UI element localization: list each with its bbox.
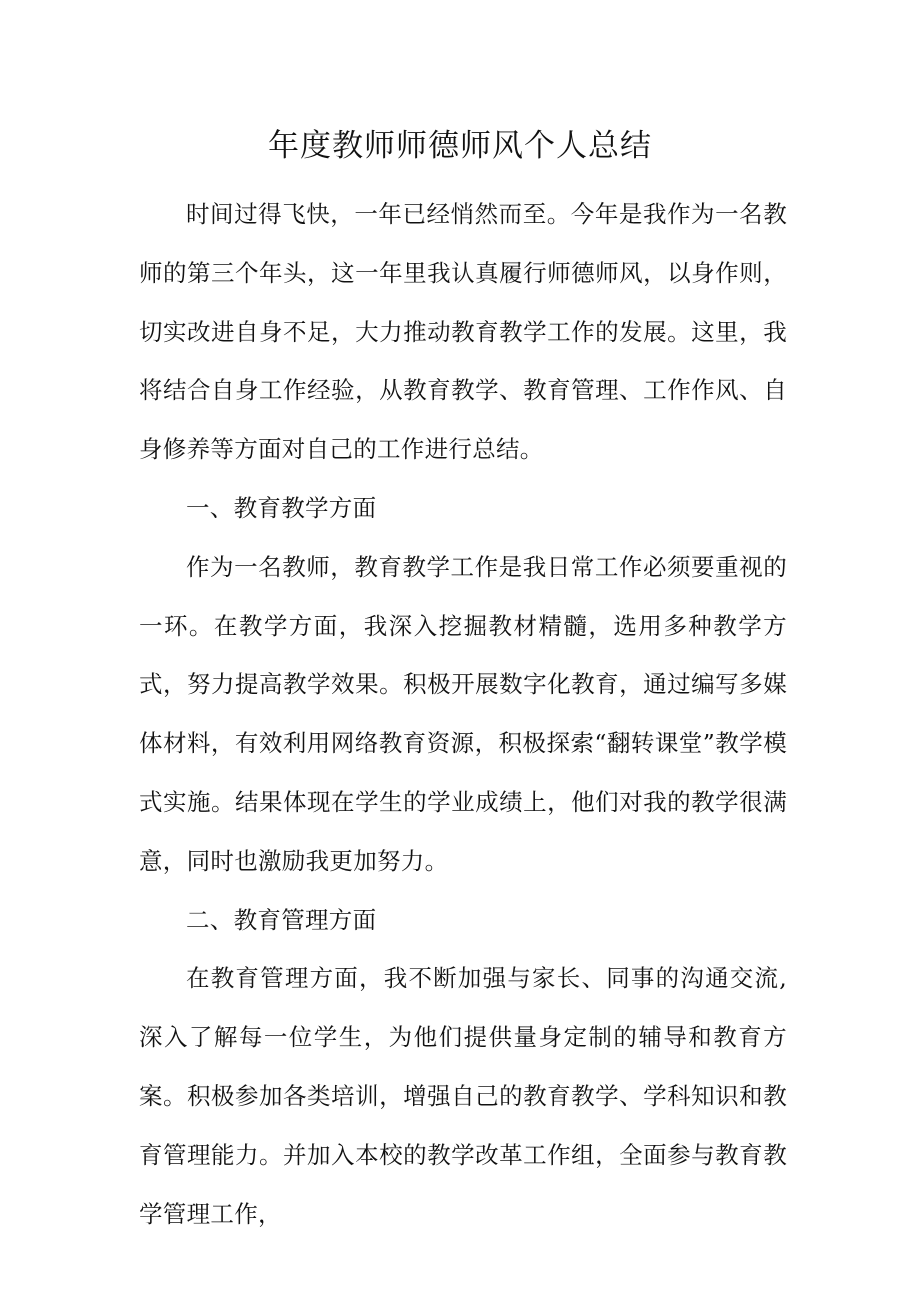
- intro-paragraph: 时间过得飞快，一年已经悄然而至。今年是我作为一名教师的第三个年头，这一年里我认真履行师德师风，以身作则，切实改进自身不足，大力推动教育教学工作的发展。这里，我将结合自身工作经验，从教育教学、教育管理、工作作风、自身修养等方面对自己的工作进行总结。: [139, 200, 787, 464]
- document-body: [139, 185, 787, 1243]
- section-1-paragraph: 作为一名教师，教育教学工作是我日常工作必须要重视的一环。在教学方面，我深入挖掘教材精髓，选用多种教学方式，努力提高教学效果。积极开展数字化教育，通过编写多媒体材料，有效利用网络教育资源，积极探索“翻转课堂”教学模式实施。结果体现在学生的学业成绩上，他们对我的教学很满意，同时也激励我更加努力。: [139, 552, 787, 875]
- section-1-heading: 一、教育教学方面: [186, 493, 377, 522]
- section-2-heading: 二、教育管理方面: [186, 905, 377, 934]
- document-title: 年度教师师德师风个人总结: [268, 128, 652, 164]
- section-2-paragraph: 在教育管理方面，我不断加强与家长、同事的沟通交流,深入了解每一位学生，为他们提供量身定制的辅导和教育方案。积极参加各类培训，增强自己的教育教学、学科知识和教育管理能力。并加入本校的教学改革工作组，全面参与教育教学管理工作，: [139, 964, 787, 1228]
